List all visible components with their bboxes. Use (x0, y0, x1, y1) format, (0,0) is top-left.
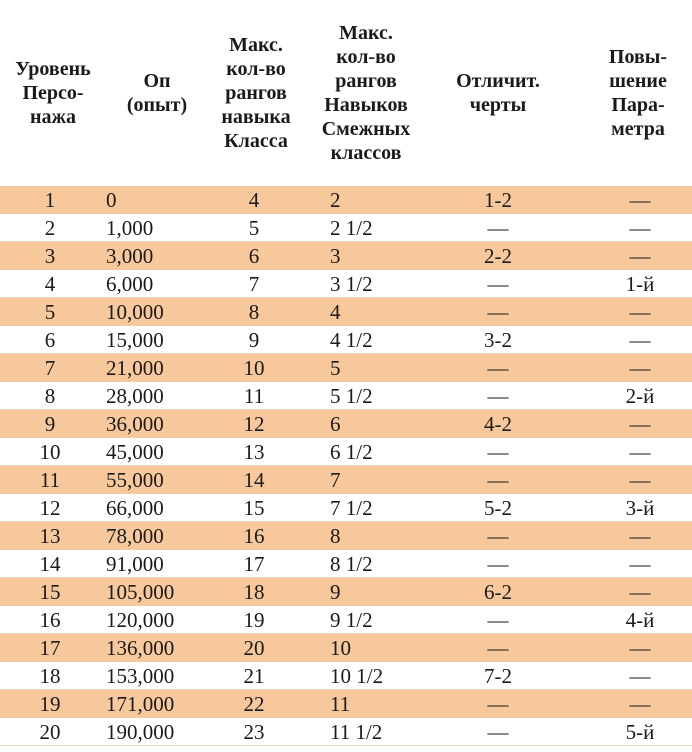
ability-increase-cell: 1-й (625, 272, 655, 296)
adjacent-ranks-cell: 8 (330, 524, 341, 548)
experience-cell: 1,000 (106, 216, 154, 240)
table-row (0, 522, 692, 550)
header-max-class-skill-ranks: Макс. кол-во рангов навыка Класса (221, 34, 291, 152)
ability-increase-cell: — (629, 468, 651, 492)
level-cell: 5 (44, 300, 56, 324)
level-cell: 6 (44, 328, 56, 352)
adjacent-ranks-cell: 10 1/2 (330, 664, 384, 688)
experience-cell: 28,000 (106, 384, 164, 408)
adjacent-ranks-cell: 4 1/2 (330, 328, 373, 352)
table-row (0, 690, 692, 718)
level-cell: 20 (39, 720, 61, 744)
adjacent-ranks-cell: 4 (330, 300, 341, 324)
level-cell: 14 (39, 552, 61, 576)
adjacent-ranks-cell: 3 (330, 244, 341, 268)
level-cell: 18 (39, 664, 61, 688)
table-row (0, 410, 692, 438)
level-cell: 3 (44, 244, 56, 268)
ability-increase-cell: — (629, 216, 651, 240)
feats-cell: 1-2 (484, 188, 512, 212)
feats-cell: 6-2 (484, 580, 512, 604)
class-ranks-cell: 9 (248, 328, 260, 352)
table-row (0, 550, 692, 578)
feats-cell: 2-2 (484, 244, 512, 268)
feats-cell: 3-2 (484, 328, 512, 352)
ability-increase-cell: — (629, 664, 651, 688)
class-ranks-cell: 23 (243, 720, 265, 744)
experience-cell: 153,000 (106, 664, 175, 688)
level-cell: 2 (44, 216, 56, 240)
class-ranks-cell: 20 (243, 636, 265, 660)
class-ranks-cell: 17 (243, 552, 265, 576)
table-row (0, 718, 692, 746)
feats-cell: — (487, 272, 509, 296)
adjacent-ranks-cell: 3 1/2 (330, 272, 373, 296)
adjacent-ranks-cell: 7 1/2 (330, 496, 373, 520)
ability-increase-cell: — (629, 356, 651, 380)
feats-cell: — (487, 552, 509, 576)
ability-increase-cell: — (629, 188, 651, 212)
adjacent-ranks-cell: 6 1/2 (330, 440, 373, 464)
table-row (0, 606, 692, 634)
feats-cell: — (487, 356, 509, 380)
level-cell: 16 (39, 608, 61, 632)
feats-cell: — (487, 608, 509, 632)
ability-increase-cell: 2-й (625, 384, 655, 408)
header-feats: Отличит. черты (456, 70, 540, 116)
adjacent-ranks-cell: 7 (330, 468, 341, 492)
class-ranks-cell: 16 (243, 524, 265, 548)
experience-cell: 91,000 (106, 552, 164, 576)
table-row (0, 326, 692, 354)
class-ranks-cell: 8 (248, 300, 260, 324)
level-cell: 8 (44, 384, 56, 408)
experience-cell: 190,000 (106, 720, 175, 744)
header-experience: Оп (опыт) (126, 70, 188, 116)
table-row (0, 382, 692, 410)
class-ranks-cell: 11 (243, 384, 265, 408)
ability-increase-cell: 5-й (625, 720, 655, 744)
ability-increase-cell: 4-й (625, 608, 655, 632)
table-row (0, 186, 692, 214)
experience-cell: 21,000 (106, 356, 164, 380)
adjacent-ranks-cell: 5 (330, 356, 341, 380)
header-ability-increase: Повы- шение Пара- метра (608, 46, 668, 140)
ability-increase-cell: — (629, 244, 651, 268)
ability-increase-cell: — (629, 300, 651, 324)
table-row (0, 466, 692, 494)
ability-increase-cell: — (629, 412, 651, 436)
class-ranks-cell: 4 (248, 188, 260, 212)
table-row (0, 494, 692, 522)
feats-cell: 4-2 (484, 412, 512, 436)
ability-increase-cell: — (629, 328, 651, 352)
feats-cell: — (487, 636, 509, 660)
ability-increase-cell: — (629, 440, 651, 464)
feats-cell: — (487, 720, 509, 744)
level-cell: 19 (39, 692, 61, 716)
class-ranks-cell: 14 (243, 468, 265, 492)
table-row (0, 242, 692, 270)
ability-increase-cell: 3-й (625, 496, 655, 520)
table-row (0, 298, 692, 326)
feats-cell: — (487, 468, 509, 492)
adjacent-ranks-cell: 11 1/2 (330, 720, 383, 744)
class-ranks-cell: 10 (243, 356, 265, 380)
ability-increase-cell: — (629, 524, 651, 548)
ability-increase-cell: — (629, 552, 651, 576)
experience-cell: 78,000 (106, 524, 164, 548)
adjacent-ranks-cell: 2 1/2 (330, 216, 373, 240)
adjacent-ranks-cell: 9 (330, 580, 341, 604)
feats-cell: — (487, 216, 509, 240)
feats-cell: — (487, 384, 509, 408)
class-ranks-cell: 5 (248, 216, 260, 240)
adjacent-ranks-cell: 8 1/2 (330, 552, 373, 576)
level-cell: 9 (44, 412, 56, 436)
feats-cell: 5-2 (484, 496, 512, 520)
header-character-level: Уровень Персо- нажа (15, 58, 91, 128)
table-row (0, 214, 692, 242)
feats-cell: — (487, 300, 509, 324)
table-row (0, 438, 692, 466)
ability-increase-cell: — (629, 692, 651, 716)
level-cell: 10 (39, 440, 61, 464)
experience-cell: 0 (106, 188, 117, 212)
feats-cell: — (487, 524, 509, 548)
ability-increase-cell: — (629, 580, 651, 604)
adjacent-ranks-cell: 2 (330, 188, 341, 212)
class-ranks-cell: 13 (243, 440, 265, 464)
adjacent-ranks-cell: 6 (330, 412, 341, 436)
experience-cell: 66,000 (106, 496, 164, 520)
feats-cell: 7-2 (484, 664, 512, 688)
level-cell: 15 (39, 580, 61, 604)
class-ranks-cell: 6 (248, 244, 260, 268)
feats-cell: — (487, 692, 509, 716)
table-body (0, 186, 692, 746)
level-cell: 12 (39, 496, 61, 520)
level-cell: 4 (44, 272, 56, 296)
level-cell: 17 (39, 636, 61, 660)
experience-cell: 3,000 (106, 244, 154, 268)
table-row (0, 634, 692, 662)
experience-cell: 15,000 (106, 328, 164, 352)
adjacent-ranks-cell: 10 (330, 636, 351, 660)
header-max-adjacent-skill-ranks: Макс. кол-во рангов Навыков Смежных классов (321, 22, 411, 164)
class-ranks-cell: 7 (248, 272, 260, 296)
class-ranks-cell: 15 (243, 496, 265, 520)
experience-cell: 136,000 (106, 636, 175, 660)
table-row (0, 662, 692, 690)
level-cell: 7 (44, 356, 56, 380)
class-ranks-cell: 21 (243, 664, 265, 688)
experience-cell: 55,000 (106, 468, 164, 492)
ability-increase-cell: — (629, 636, 651, 660)
class-ranks-cell: 22 (243, 692, 265, 716)
adjacent-ranks-cell: 9 1/2 (330, 608, 373, 632)
level-cell: 11 (39, 468, 61, 492)
experience-cell: 120,000 (106, 608, 175, 632)
experience-cell: 6,000 (106, 272, 154, 296)
adjacent-ranks-cell: 11 (330, 692, 351, 716)
feats-cell: — (487, 440, 509, 464)
experience-cell: 45,000 (106, 440, 164, 464)
level-cell: 1 (44, 188, 56, 212)
level-cell: 13 (39, 524, 61, 548)
adjacent-ranks-cell: 5 1/2 (330, 384, 373, 408)
table-row (0, 354, 692, 382)
table-row (0, 578, 692, 606)
table-row (0, 270, 692, 298)
class-ranks-cell: 12 (243, 412, 265, 436)
experience-cell: 10,000 (106, 300, 164, 324)
class-ranks-cell: 19 (243, 608, 265, 632)
experience-cell: 105,000 (106, 580, 175, 604)
experience-cell: 171,000 (106, 692, 175, 716)
class-ranks-cell: 18 (243, 580, 265, 604)
experience-cell: 36,000 (106, 412, 164, 436)
